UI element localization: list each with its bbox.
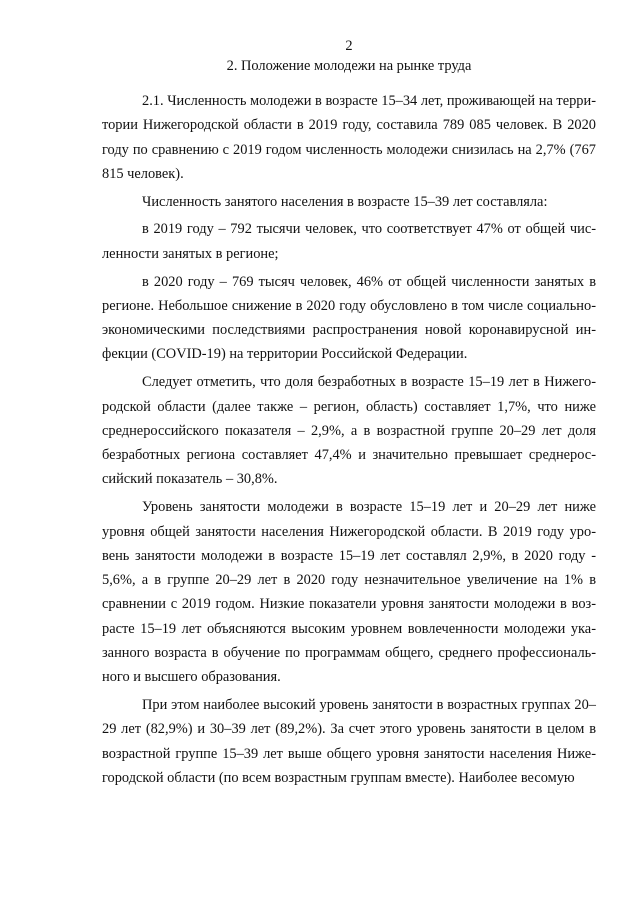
paragraph-highest-employment: При этом наиболее высокий уровень занятости в возрастных группах 20–29 лет (82,9%) и 30–39 лет (89,2%). За счет этого уровень занятости в целом в возрастной группе 15–39 лет выше общего уровня занятости населения Нижегородской области (по всем возрастным группам вместе). Наиболее весомую <box>102 697 596 787</box>
document-page <box>102 36 596 794</box>
paragraph-youth-population: 2.1. Численность молодежи в возрасте 15–34 лет, проживающей на территории Нижегородской области в 2019 году, составила 789 085 человек. В 2020 году по сравнению с 2019 годом численность молодежи снизилась на 2,7% (767 815 человек). <box>102 93 596 182</box>
page-number: 2 <box>345 38 353 54</box>
paragraph-employed-2020: в 2020 году – 769 тысяч человек, 46% от общей численности занятых в регионе. Небольшое снижение в 2020 году обусловлено в том числе социально-экономическими последствиями распространения новой коронавирусной инфекции (COVID-19) на территории Российской Федерации. <box>102 273 596 363</box>
paragraph-unemployment-share: Следует отметить, что доля безработных в возрасте 15–19 лет в Нижегородской области (далее также – регион, область) составляет 1,7%, что ниже среднероссийского показателя – 2,9%, а в возрастной группе 20–29 лет доля безработных региона составляет 47,4% и значительно превышает среднероссийский показатель – 30,8%. <box>102 374 596 488</box>
section-title: 2. Положение молодежи на рынке труда <box>226 58 472 74</box>
paragraph-employed-2019: в 2019 году – 792 тысячи человек, что соответствует 47% от общей численности занятых в регионе; <box>102 221 596 262</box>
paragraph-employment-level: Уровень занятости молодежи в возрасте 15–19 лет и 20–29 лет ниже уровня общей занятости населения Нижегородской области. В 2019 году уровень занятости молодежи в возрасте 15–19 лет составлял 2,9%, в 2020 году - 5,6%, а в группе 20–29 лет в 2020 году незначительное увеличение на 1% в сравнении с 2019 годом. Низкие показатели уровня занятости молодежи в возрасте 15–19 лет объясняются высоким уровнем вовлеченности молодежи указанного возраста в обучение по программам общего, среднего профессионального и высшего образования. <box>102 499 596 686</box>
paragraph-employed-intro: Численность занятого населения в возрасте 15–39 лет составляла: <box>142 193 548 210</box>
